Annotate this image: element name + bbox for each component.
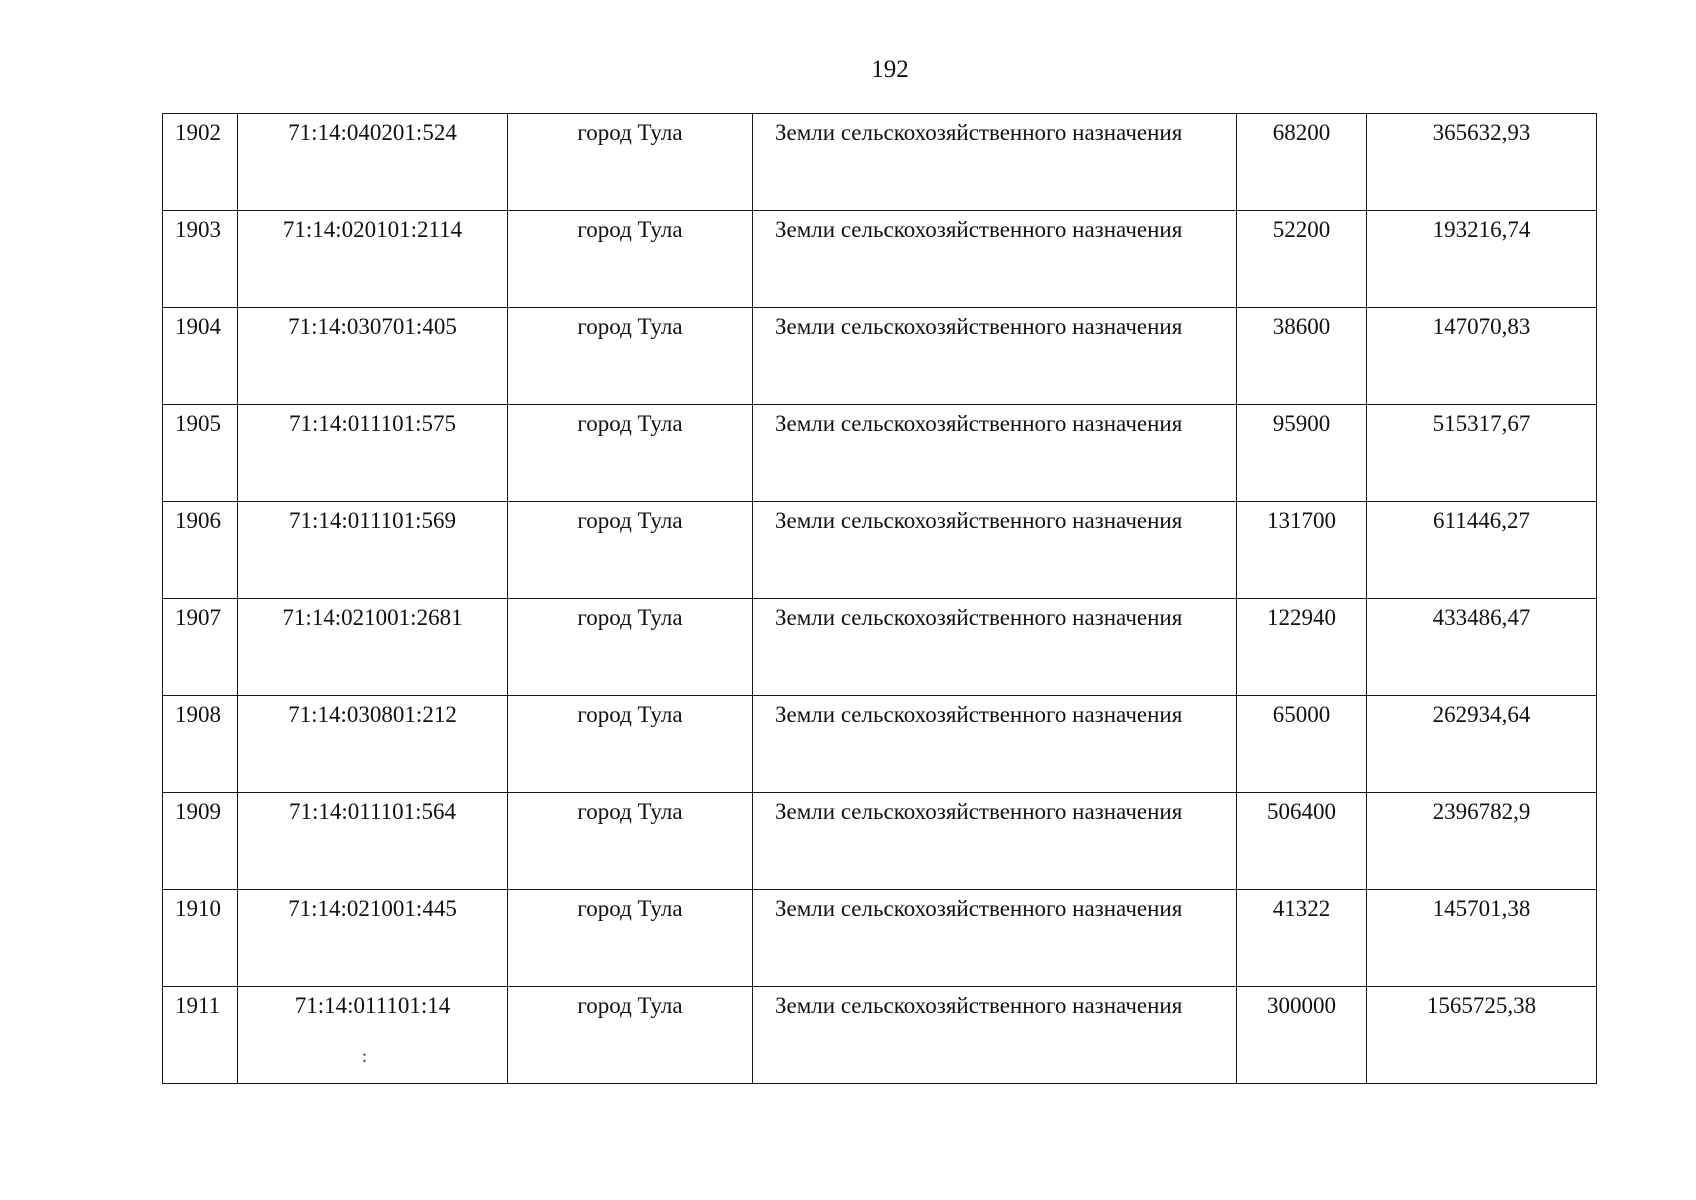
cell-cadastral-number: 71:14:011101:575 <box>238 405 508 502</box>
cell-cadastral-value: 433486,47 <box>1367 599 1597 696</box>
cell-land-category: Земли сельскохозяйственного назначения <box>753 793 1237 890</box>
table-row <box>163 211 1597 308</box>
cell-location: город Тула <box>508 696 753 793</box>
cell-land-category: Земли сельскохозяйственного назначения <box>753 405 1237 502</box>
cell-cadastral-number: 71:14:020101:2114 <box>238 211 508 308</box>
cell-area: 122940 <box>1237 599 1367 696</box>
cell-cadastral-number: 71:14:021001:445 <box>238 890 508 987</box>
cell-location: город Тула <box>508 987 753 1084</box>
cell-cadastral-value: 515317,67 <box>1367 405 1597 502</box>
cell-cadastral-value: 365632,93 <box>1367 114 1597 211</box>
cell-land-category: Земли сельскохозяйственного назначения <box>753 599 1237 696</box>
cell-row-number: 1908 <box>163 696 238 793</box>
cell-location: город Тула <box>508 599 753 696</box>
cell-row-number: 1902 <box>163 114 238 211</box>
land-registry-table <box>162 113 1597 1084</box>
table-row <box>163 308 1597 405</box>
table-row <box>163 599 1597 696</box>
cell-area: 95900 <box>1237 405 1367 502</box>
cell-land-category: Земли сельскохозяйственного назначения <box>753 308 1237 405</box>
cell-location: город Тула <box>508 793 753 890</box>
table-row <box>163 987 1597 1084</box>
table-row <box>163 696 1597 793</box>
cell-cadastral-value: 193216,74 <box>1367 211 1597 308</box>
table-row <box>163 114 1597 211</box>
cell-cadastral-number: 71:14:011101:569 <box>238 502 508 599</box>
cell-cadastral-value: 1565725,38 <box>1367 987 1597 1084</box>
stray-mark: : <box>362 1046 368 1066</box>
cell-cadastral-value: 262934,64 <box>1367 696 1597 793</box>
cell-area: 52200 <box>1237 211 1367 308</box>
table-row <box>163 502 1597 599</box>
cell-cadastral-value: 2396782,9 <box>1367 793 1597 890</box>
cell-cadastral-number: 71:14:040201:524 <box>238 114 508 211</box>
cell-area: 41322 <box>1237 890 1367 987</box>
cell-area: 65000 <box>1237 696 1367 793</box>
cell-land-category: Земли сельскохозяйственного назначения <box>753 696 1237 793</box>
cell-location: город Тула <box>508 308 753 405</box>
cell-land-category: Земли сельскохозяйственного назначения <box>753 502 1237 599</box>
cell-cadastral-value: 611446,27 <box>1367 502 1597 599</box>
cell-row-number: 1909 <box>163 793 238 890</box>
table-row <box>163 793 1597 890</box>
cell-cadastral-value: 145701,38 <box>1367 890 1597 987</box>
cell-cadastral-number: 71:14:030801:212 <box>238 696 508 793</box>
cell-cadastral-number: 71:14:011101:14 <box>238 987 508 1084</box>
cell-location: город Тула <box>508 211 753 308</box>
cell-row-number: 1903 <box>163 211 238 308</box>
cell-row-number: 1911 <box>163 987 238 1084</box>
cell-land-category: Земли сельскохозяйственного назначения <box>753 211 1237 308</box>
cell-area: 131700 <box>1237 502 1367 599</box>
cell-location: город Тула <box>508 890 753 987</box>
cell-cadastral-number: 71:14:011101:564 <box>238 793 508 890</box>
cell-row-number: 1910 <box>163 890 238 987</box>
cell-area: 68200 <box>1237 114 1367 211</box>
cell-land-category: Земли сельскохозяйственного назначения <box>753 114 1237 211</box>
cell-location: город Тула <box>508 114 753 211</box>
table-row <box>163 405 1597 502</box>
cell-cadastral-number: 71:14:021001:2681 <box>238 599 508 696</box>
cell-location: город Тула <box>508 405 753 502</box>
cell-area: 300000 <box>1237 987 1367 1084</box>
cell-cadastral-value: 147070,83 <box>1367 308 1597 405</box>
cell-location: город Тула <box>508 502 753 599</box>
cell-row-number: 1906 <box>163 502 238 599</box>
cell-row-number: 1905 <box>163 405 238 502</box>
cell-row-number: 1904 <box>163 308 238 405</box>
cell-land-category: Земли сельскохозяйственного назначения <box>753 987 1237 1084</box>
cell-area: 38600 <box>1237 308 1367 405</box>
cell-cadastral-number: 71:14:030701:405 <box>238 308 508 405</box>
cell-row-number: 1907 <box>163 599 238 696</box>
page-number: 192 <box>871 56 909 83</box>
cell-land-category: Земли сельскохозяйственного назначения <box>753 890 1237 987</box>
cell-area: 506400 <box>1237 793 1367 890</box>
table-body <box>163 114 1597 1084</box>
table-row <box>163 890 1597 987</box>
